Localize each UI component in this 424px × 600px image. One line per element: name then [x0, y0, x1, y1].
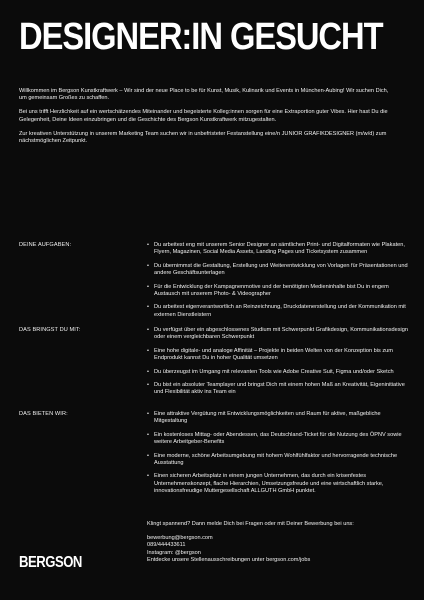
instagram-handle[interactable]: Instagram: @bergson	[147, 549, 201, 556]
list-item: • Du übernimmst die Gestaltung, Erstellung und Weiterentwicklung von Vorlagen für Präsentationen und andere Geschäftsunterlagen	[147, 263, 409, 277]
list-bringst	[147, 327, 409, 403]
list-item: • Du arbeitest eigenverantwortlich an Reinzeichnung, Druckdatenerstellung und der Kommunikation mit externen Dienstleistern	[147, 304, 409, 318]
list-bieten	[147, 411, 409, 501]
page-headline: DESIGNER:IN GESUCHT	[19, 16, 383, 58]
contact-block	[147, 521, 409, 564]
intro-paragraph-team: Bei uns trifft Herzlichkeit auf ein wertschätzendes Miteinander und begeisterte Kolleg:innen sorgen für eine Extraportion guter Vibes. Hier hast Du die Gelegenheit, Deine Ideen einzubringen und die Geschichte des Bergson Kunstkraftwerk mitzugestalten.	[19, 109, 388, 123]
list-item: • Ein kostenloses Mittag- oder Abendessen, das Deutschland-Ticket für die Nutzung des ÖPNV sowie weitere Arbeitgeber-Benefits	[147, 432, 409, 446]
list-item: • Eine attraktive Vergütung mit Entwicklungsmöglichkeiten und Raum für aktive, maßgebliche Mitgestaltung	[147, 411, 409, 425]
list-item: • Eine moderne, schöne Arbeitsumgebung mit hohem Wohlfühlfaktor und hervorragende technische Ausstattung	[147, 453, 409, 467]
contact-cta: Klingt spannend? Dann melde Dich bei Fragen oder mit Deiner Bewerbung bei uns:	[147, 521, 354, 527]
list-item: • Für die Entwicklung der Kampagnenmotive und der benötigten Medieninhalte bist Du in engem Austausch mit unserem Photo- & Videographer	[147, 284, 409, 298]
list-item: • Du arbeitest eng mit unserem Senior Designer an sämtlichen Print- und Digitalformaten wie Plakaten, Flyern, Magazinen, Social Media Assets, Landing Pages und Ticketsystem zusammen	[147, 242, 409, 256]
list-item: • Du überzeugst im Umgang mit relevanten Tools wie Adobe Creative Suit, Figma und/oder Sketch	[147, 369, 409, 376]
intro-paragraph-welcome: Willkommen im Bergson Kunstkraftwerk – Wir sind der neue Place to be für Kunst, Musik, Kulinarik und Events in München-Aubing! Wir suchen Dich, um gemeinsam Großes zu schaffen.	[19, 88, 389, 102]
intro-text	[19, 88, 389, 152]
list-item: • Eine hohe digitale- und analoge Affinität – Projekte in beiden Welten von der Konzeption bis zum Endprodukt kannst Du in hoher Qualität umsetzen	[147, 348, 409, 362]
section-label-bringst: DAS BRINGST DU MIT:	[19, 327, 81, 333]
jobs-link[interactable]: Entdecke unsere Stellenausschreibungen unter bergson.com/jobs	[147, 556, 311, 563]
section-label-bieten: DAS BIETEN WIR:	[19, 411, 68, 417]
list-item: • Einen sicheren Arbeitsplatz in einem jungen Unternehmen, das durch ein krisenfestes Unternehmenskonzept, flache Hierarchien, Umsetzungsfreude und eine wirtschaftlich starke, innovationsfreudige Muttergesellschaft ALLGUTH GmbH punktet.	[147, 473, 409, 495]
list-item: • Du bist ein absoluter Teamplayer und bringst Dich mit einem hohen Maß an Kreativität, Eigeninitiative und Flexibilität aktiv ins Team ein	[147, 382, 409, 396]
email-link[interactable]: bewerbung@bergson.com	[147, 535, 213, 542]
intro-paragraph-position: Zur kreativen Unterstützung in unserem Marketing Team suchen wir in unbefristeter Festanstellung eine/n JUNIOR GRAFIKDESIGNER (m/w/d) zum nächstmöglichen Zeitpunkt.	[19, 130, 387, 145]
list-aufgaben	[147, 242, 409, 325]
bergson-logo: BERGSON	[19, 554, 82, 571]
section-label-aufgaben: DEINE AUFGABEN:	[19, 242, 72, 248]
list-item: • Du verfügst über ein abgeschlossenes Studium mit Schwerpunkt Grafikdesign, Kommunikationsdesign oder einem vergleichbaren Schwerpunkt	[147, 327, 409, 341]
phone-number[interactable]: 089/444433611	[147, 542, 186, 549]
